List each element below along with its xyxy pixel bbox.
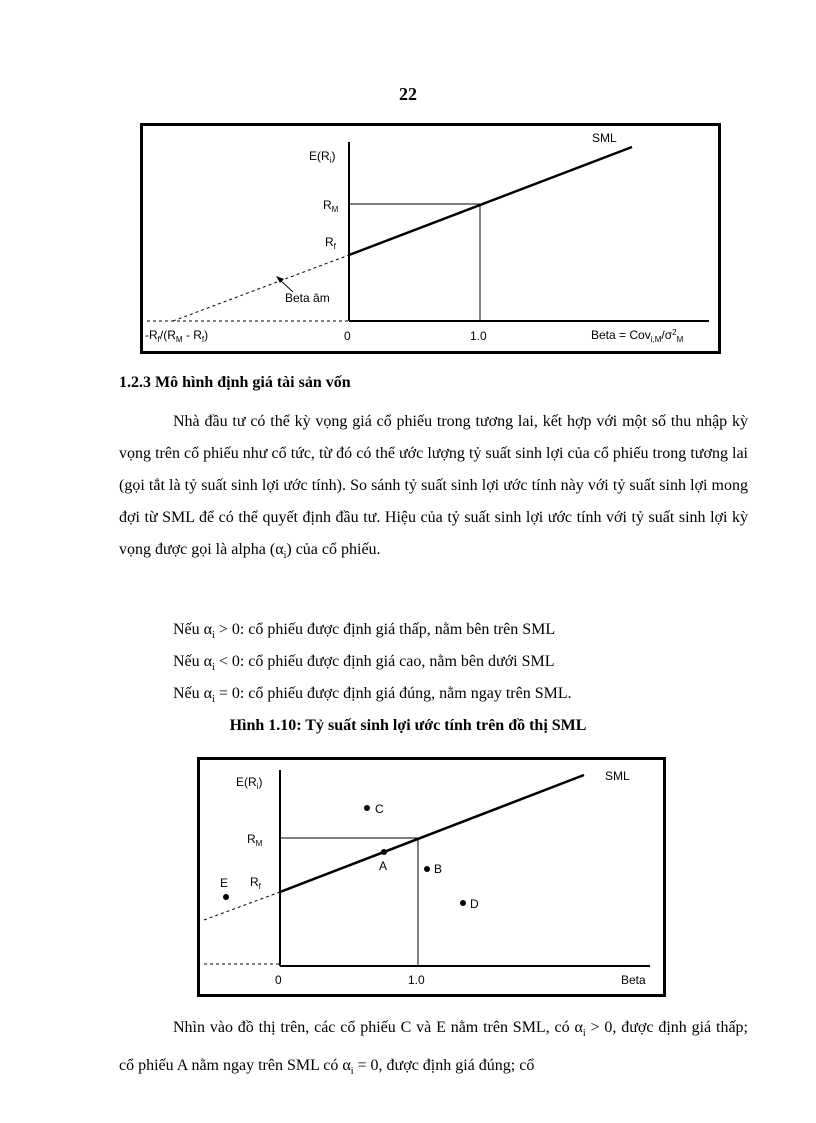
paragraph-1: Nhà đầu tư có thể kỳ vọng giá cổ phiếu trong tương lai, kết hợp với một số thu nhập kỳ vọng trên cổ phiếu như cổ tức, từ đó có thể ước lượng tỷ suất sinh lợi của cổ phiếu trong tương lai (gọi tắt là tỷ suất sinh lợi ước tính). So sánh tỷ suất sinh lợi ước tính này với tỷ suất sinh lợi mong đợi từ SML để có thể quyết định đầu tư. Hiệu của tỷ suất sinh lợi ước tính với tỷ suất sinh lợi kỳ vọng được gọi là alpha $(\alpha_i)$ của cổ phiếu.: [119, 413, 748, 562]
point-e-label: E: [220, 876, 229, 890]
sml-line: [349, 147, 632, 255]
origin-label: 0: [275, 973, 282, 987]
sml-label: SML: [592, 131, 617, 145]
x-axis-label: Beta = $Cov_{i,M}/\sigma^2_M$: [591, 328, 684, 344]
sml-line: [280, 775, 584, 892]
beta-neg-label: Beta âm: [285, 291, 330, 305]
condition-positive: Nếu $\alpha_i > 0$: cổ phiếu được định giá thấp, nằm bên trên SML: [173, 621, 556, 642]
rf-label: $R_f$: [250, 875, 261, 891]
sml-dashed-extension: [173, 255, 349, 321]
paragraph-2: Nhìn vào đồ thị trên, các cổ phiếu C và E nằm trên SML, có $\alpha_i > 0$, được định giá thấp; cổ phiếu A nằm ngay trên SML có $\alpha_i = 0$, được định giá đúng; cổ: [119, 1019, 748, 1078]
rf-label: $R_f$: [325, 235, 336, 251]
condition-negative: Nếu $\alpha_i < 0$: cổ phiếu được định giá cao, nằm bên dưới SML: [173, 653, 555, 674]
point-d: [460, 900, 466, 906]
condition-zero: Nếu $\alpha_i = 0$: cổ phiếu được định giá đúng, nằm ngay trên SML.: [173, 685, 572, 706]
x-axis-label: Beta: [621, 973, 646, 987]
sml-label: SML: [605, 769, 630, 783]
section-heading: 1.2.3 Mô hình định giá tài sản vốn: [119, 374, 351, 391]
page-number: 22: [399, 84, 417, 104]
point-c: [364, 805, 370, 811]
y-axis-label: $E(R_i)$: [309, 149, 336, 165]
point-e: [223, 894, 229, 900]
origin-label: 0: [344, 329, 351, 343]
sml-chart-1: [143, 126, 718, 351]
x-tick-label: 1.0: [408, 973, 425, 987]
point-a-label: A: [379, 859, 388, 873]
y-axis-label: $E(R_i)$: [236, 775, 263, 791]
point-b: [424, 866, 430, 872]
point-a: [381, 849, 387, 855]
sml-chart-2: [200, 760, 663, 994]
figure-caption: Hình 1.10: Tỷ suất sinh lợi ước tính trên đồ thị SML: [229, 717, 587, 734]
sml-figure-1: [140, 123, 721, 354]
x-intercept-label: $-R_f/(R_M - R_f)$: [145, 328, 209, 344]
sml-dashed-extension: [204, 892, 280, 920]
rm-label: $R_M$: [323, 198, 339, 214]
point-b-label: B: [434, 862, 443, 876]
sml-figure-2: [197, 757, 666, 997]
x-tick-label: 1.0: [470, 329, 487, 343]
point-c-label: C: [375, 802, 384, 816]
point-d-label: D: [470, 897, 479, 911]
rm-label: $R_M$: [247, 832, 263, 848]
